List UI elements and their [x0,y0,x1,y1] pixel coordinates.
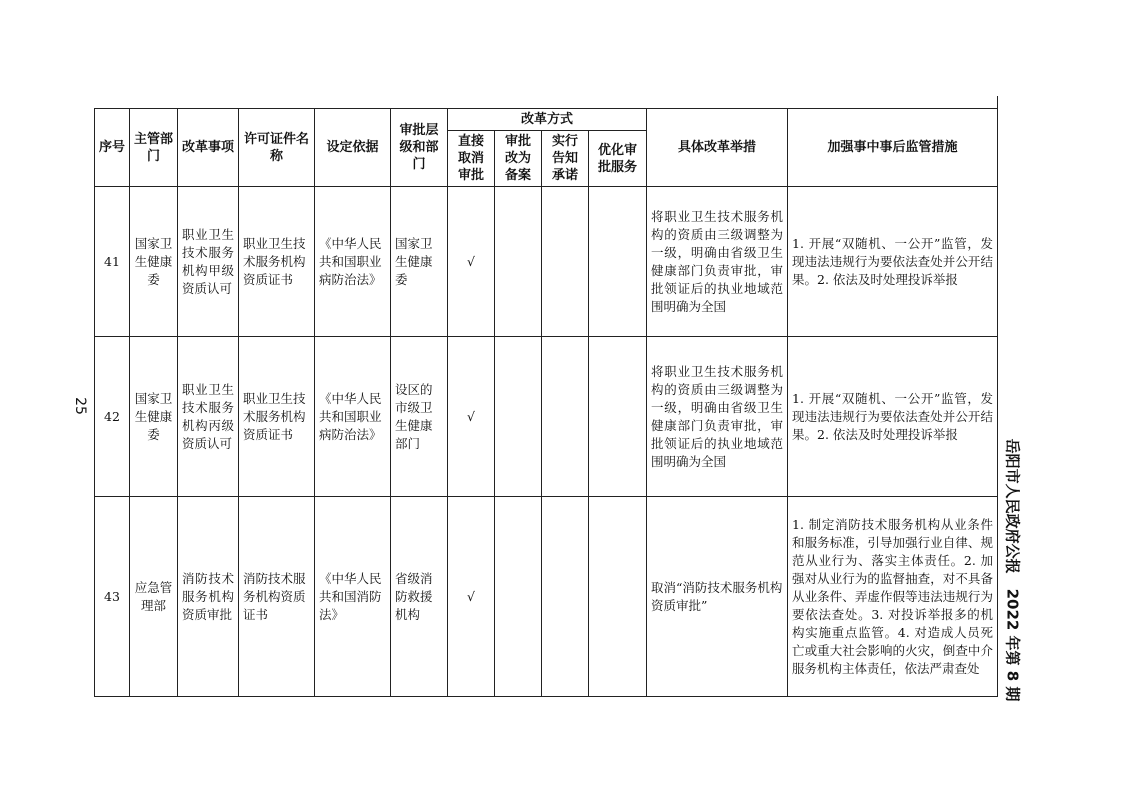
cell-level: 设区的市级卫生健康部门 [391,337,448,497]
cell-mode-optimize [589,337,647,497]
header-row-1 [95,109,998,131]
cell-measures: 将职业卫生技术服务机构的资质由三级调整为一级，明确由省级卫生健康部门负责审批，审批领证后的执业地域范围明确为全国 [647,187,788,337]
header-level: 审批层级和部门 [391,109,448,187]
cell-dept: 国家卫生健康委 [130,187,178,337]
reform-table [94,108,998,697]
header-mode-optimize: 优化审批服务 [589,131,647,187]
header-seq: 序号 [95,109,130,187]
cell-seq: 43 [95,497,130,697]
cell-supervision: 1. 开展“双随机、一公开”监管，发现违法违规行为要依法查处并公开结果。2. 依法及时处理投诉举报 [788,337,998,497]
cell-mode-cancel: √ [448,337,495,497]
header-mode-filing: 审批改为备案 [495,131,542,187]
header-measures: 具体改革举措 [647,109,788,187]
cell-item: 职业卫生技术服务机构甲级资质认可 [178,187,239,337]
cell-mode-promise [542,337,589,497]
header-mode-group: 改革方式 [448,109,647,131]
header-item: 改革事项 [178,109,239,187]
cell-level: 省级消防救援机构 [391,497,448,697]
cell-mode-cancel: √ [448,497,495,697]
header-supervision: 加强事中事后监管措施 [788,109,998,187]
header-basis: 设定依据 [315,109,391,187]
cell-measures: 取消“消防技术服务机构资质审批” [647,497,788,697]
header-license: 许可证件名称 [239,109,315,187]
table-row [95,497,998,697]
table-row [95,337,998,497]
running-header: 岳阳市人民政府公报 2022 年第 8 期 [1003,438,1022,702]
header-dept: 主管部门 [130,109,178,187]
cell-level: 国家卫生健康委 [391,187,448,337]
cell-license: 职业卫生技术服务机构资质证书 [239,187,315,337]
cell-mode-cancel: √ [448,187,495,337]
cell-license: 消防技术服务机构资质证书 [239,497,315,697]
page-number: 25 [72,397,88,415]
cell-item: 职业卫生技术服务机构丙级资质认可 [178,337,239,497]
cell-mode-filing [495,497,542,697]
table-row [95,187,998,337]
cell-basis: 《中华人民共和国职业病防治法》 [315,337,391,497]
cell-supervision: 1. 制定消防技术服务机构从业条件和服务标准，引导加强行业自律、规范从业行为、落实主体责任。2. 加强对从业行为的监督抽查，对不具备从业条件、弄虚作假等违法违规行为要依法查处。3. 对投诉举报多的机构实施重点监管。4. 对造成人员死亡或重大社会影响的火灾，倒查中介服务机构主体责任，依法严肃查处 [788,497,998,697]
header-mode-cancel: 直接取消审批 [448,131,495,187]
cell-dept: 应急管理部 [130,497,178,697]
cell-mode-promise [542,497,589,697]
cell-mode-optimize [589,187,647,337]
header-mode-promise: 实行告知承诺 [542,131,589,187]
cell-basis: 《中华人民共和国职业病防治法》 [315,187,391,337]
cell-mode-filing [495,187,542,337]
cell-dept: 国家卫生健康委 [130,337,178,497]
cell-mode-filing [495,337,542,497]
cell-mode-promise [542,187,589,337]
cell-mode-optimize [589,497,647,697]
cell-seq: 42 [95,337,130,497]
cell-license: 职业卫生技术服务机构资质证书 [239,337,315,497]
cell-item: 消防技术服务机构资质审批 [178,497,239,697]
cell-basis: 《中华人民共和国消防法》 [315,497,391,697]
cell-measures: 将职业卫生技术服务机构的资质由三级调整为一级，明确由省级卫生健康部门负责审批，审批领证后的执业地域范围明确为全国 [647,337,788,497]
cell-supervision: 1. 开展“双随机、一公开”监管，发现违法违规行为要依法查处并公开结果。2. 依法及时处理投诉举报 [788,187,998,337]
cell-seq: 41 [95,187,130,337]
